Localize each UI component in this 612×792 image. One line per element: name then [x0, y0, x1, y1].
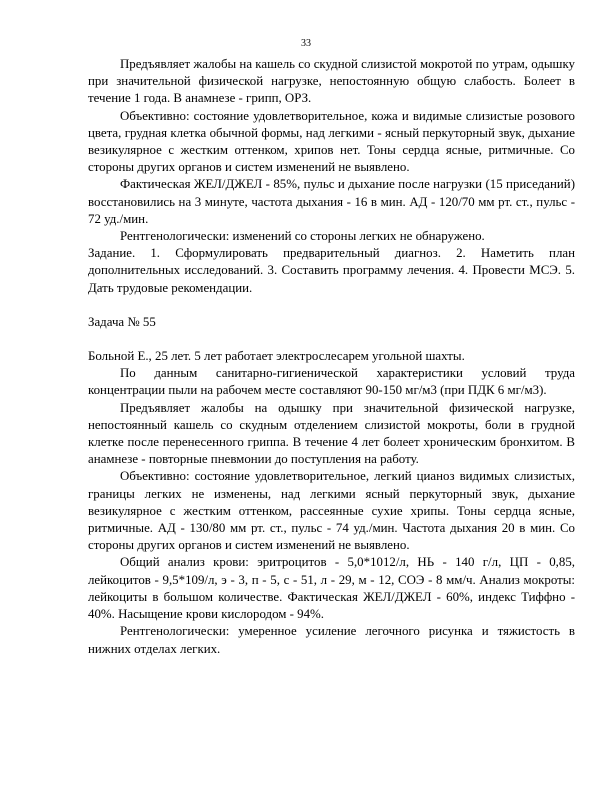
task-heading: Задача № 55	[88, 314, 156, 329]
objective-paragraph: Объективно: состояние удовлетворительное, кожа и видимые слизистые розового цвета, грудная клетка обычной формы, над легкими - ясный перкуторный звук, дыхание везикулярное с жестким оттенком, хрипов нет. Тоны сердца ясные, ритмичные. Со стороны других органов и систем изменений не выявлено.	[88, 108, 575, 175]
xray-paragraph-2: Рентгенологически: умеренное усиление легочного рисунка и тяжистость в нижних отделах легких.	[88, 624, 575, 656]
complaints-paragraph: Предъявляет жалобы на кашель со скудной слизистой мокротой по утрам, одышку при значительной физической нагрузке, непостоянную общую слабость. Болеет в течение 1 года. В анамнезе - грипп, ОРЗ.	[88, 57, 575, 106]
patient-paragraph: Больной Е., 25 лет. 5 лет работает электрослесарем угольной шахты.	[88, 349, 465, 364]
objective-paragraph-2: Объективно: состояние удовлетворительное, легкий цианоз видимых слизистых, границы легких не изменены, над легкими ясный перкуторный звук, дыхание везикулярное с жестким оттенком, рассеянные сухие хрипы. Тоны сердца ясные, ритмичные. АД - 130/80 мм рт. ст., пульс - 74 уд./мин. Частота дыхания 20 в мин. Со стороны других органов и систем изменений не выявлено.	[88, 469, 575, 553]
assignment-paragraph: Задание. 1. Сформулировать предварительный диагноз. 2. Наметить план дополнительных исследований. 3. Составить программу лечения. 4. Провести МСЭ. 5. Дать трудовые рекомендации.	[88, 246, 575, 295]
page-number: 33	[301, 38, 311, 49]
blood-test-paragraph: Общий анализ крови: эритроцитов - 5,0*1012/л, НЬ - 140 г/л, ЦП - 0,85, лейкоцитов - 9,5*109/л, э - 3, п - 5, с - 51, л - 29, м - 12, СОЭ - 8 мм/ч. Анализ мокроты: лейкоциты в большом количестве. Фактическая ЖЕЛ/ДЖЕЛ - 60%, индекс Тиффно - 40%. Насыщение крови кислородом - 94%.	[88, 555, 575, 622]
vital-capacity-paragraph: Фактическая ЖЕЛ/ДЖЕЛ - 85%, пульс и дыхание после нагрузки (15 приседаний) восстановились на 3 минуте, частота дыхания - 16 в мин. АД - 120/70 мм рт. ст., пульс - 72 уд./мин.	[88, 177, 575, 226]
xray-paragraph: Рентгенологически: изменений со стороны легких не обнаружено.	[120, 229, 485, 244]
complaints-paragraph-2: Предъявляет жалобы на одышку при значительной физической нагрузке, непостоянный кашель со скудным отделением слизистой мокроты, боли в грудной клетке после перенесенного гриппа. В течение 4 лет болеет хроническим бронхитом. В анамнезе - повторные пневмонии до поступления на работу.	[88, 400, 575, 467]
page-content	[88, 56, 575, 658]
hygiene-paragraph: По данным санитарно-гигиенической характеристики условий труда концентрации пыли на рабочем месте составляют 90-150 мг/м3 (при ПДК 6 мг/м3).	[88, 366, 575, 398]
